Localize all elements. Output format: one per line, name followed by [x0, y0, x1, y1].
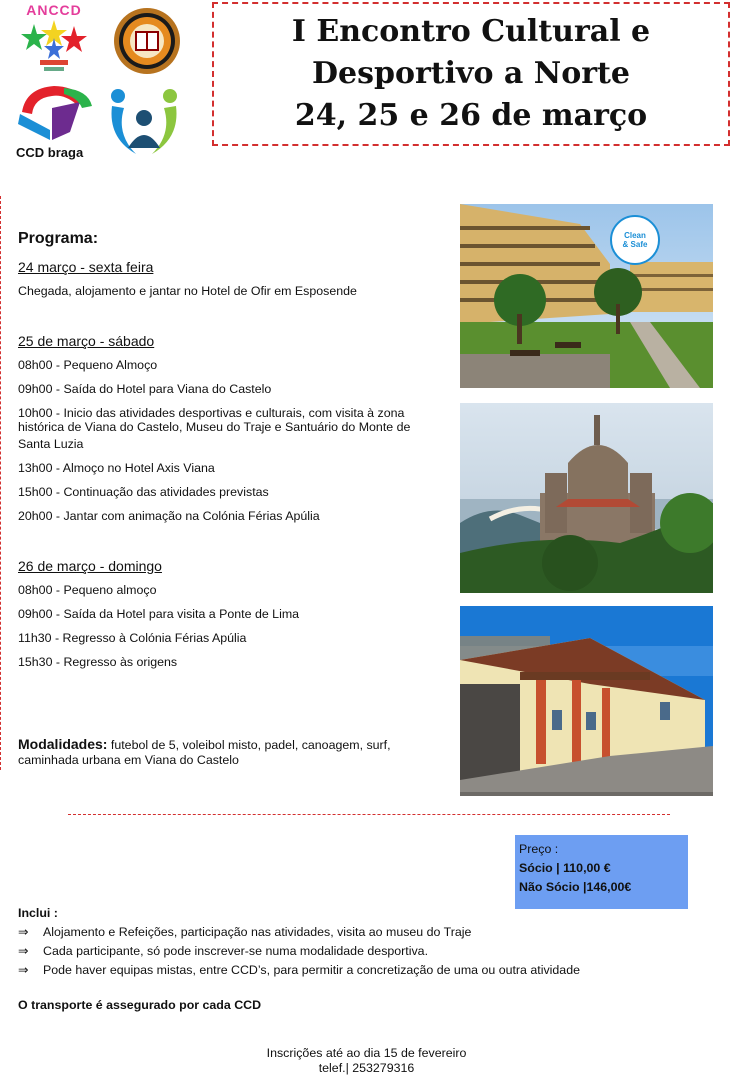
day2-item: 15h00 - Continuação das atividades previstas [18, 485, 269, 499]
event-title [292, 11, 650, 137]
modalidades-label: Modalidades: [18, 736, 108, 752]
price-label: Preço : [519, 842, 559, 856]
day3-item: 09h00 - Saída da Hotel para visita a Ponte de Lima [18, 607, 300, 621]
title-line-2: Desportivo a Norte [311, 56, 630, 91]
inclui-item-text: Cada participante, só pode inscrever-se numa modalidade desportiva. [43, 944, 429, 958]
arrow-icon: ⇒ [18, 944, 29, 958]
arrow-icon: ⇒ [18, 925, 29, 939]
price-box [515, 835, 688, 909]
inclui-item-text: Alojamento e Refeições, participação nas atividades, visita ao museu do Traje [43, 925, 472, 939]
day2-item: 08h00 - Pequeno Almoço [18, 358, 158, 372]
inclui-item [18, 943, 428, 958]
clean-safe-badge-line2: & Safe [622, 240, 648, 249]
price-nao-socio: Não Sócio |146,00€ [519, 880, 632, 894]
price-socio: Sócio | 110,00 € [519, 861, 611, 875]
people-logo [106, 84, 182, 158]
clean-safe-badge-line1: Clean [624, 231, 646, 240]
day2-item: 13h00 - Almoço no Hotel Axis Viana [18, 461, 215, 475]
programa-heading: Programa: [18, 230, 99, 247]
ccd-logo-text: CCD braga [16, 145, 84, 160]
day3-item: 08h00 - Pequeno almoço [18, 583, 157, 597]
modalidades-text: futebol de 5, voleibol misto, padel, canoagem, surf, [107, 738, 391, 752]
day2-title: 25 de março - sábado [18, 333, 155, 349]
day3-title: 26 de março - domingo [18, 558, 162, 574]
day2-item: 20h00 - Jantar com animação na Colónia Férias Apúlia [18, 509, 320, 523]
inscricoes-deadline: Inscrições até ao dia 15 de fevereiro [266, 1046, 467, 1060]
day1-title: 24 março - sexta feira [18, 259, 154, 275]
day3-item: 11h30 - Regresso à Colónia Férias Apúlia [18, 631, 247, 645]
people-icon [106, 84, 182, 158]
event-title-box [212, 2, 730, 146]
santa-luzia-photo [460, 403, 713, 593]
transport-note: O transporte é assegurado por cada CCD [18, 998, 262, 1012]
section-separator [68, 814, 670, 815]
inclui-item-text: Pode haver equipas mistas, entre CCD’s, para permitir a concretização de uma ou outra atividade [43, 963, 580, 977]
day2-item: Santa Luzia [18, 437, 84, 451]
day2-item: histórica de Viana do Castelo, Museu do Traje e Santuário do Monte de [18, 420, 411, 434]
ccd-shapes-icon [12, 82, 100, 144]
left-dashed-rule [0, 196, 1, 770]
crest-icon [112, 6, 182, 76]
anccd-logo-text: ANCCD [26, 2, 82, 18]
day2-item: 09h00 - Saída do Hotel para Viana do Castelo [18, 382, 272, 396]
title-line-3: 24, 25 e 26 de março [294, 98, 648, 133]
institution-crest-logo [112, 6, 182, 76]
day3-item: 15h30 - Regresso às origens [18, 655, 178, 669]
arrow-icon: ⇒ [18, 963, 29, 977]
hotel-ofir-photo [460, 204, 713, 388]
inclui-label: Inclui : [18, 906, 58, 920]
hotel-photo-image [460, 204, 713, 388]
colonia-ferias-photo [460, 606, 713, 796]
day2-item: 10h00 - Inicio das atividades desportivas e culturais, com visita à zona [18, 406, 405, 420]
day1-item: Chegada, alojamento e jantar no Hotel de Ofir em Esposende [18, 284, 357, 298]
contact-phone: telef.| 253279316 [318, 1061, 415, 1075]
title-line-1: I Encontro Cultural e [291, 14, 651, 49]
colonia-photo-image [460, 606, 713, 796]
ccd-braga-logo [12, 82, 100, 162]
basilica-photo-image [460, 403, 713, 593]
anccd-logo [18, 2, 90, 80]
modalidades-line2: caminhada urbana em Viana do Castelo [18, 753, 239, 767]
inclui-item [18, 924, 471, 939]
inclui-item [18, 962, 580, 977]
